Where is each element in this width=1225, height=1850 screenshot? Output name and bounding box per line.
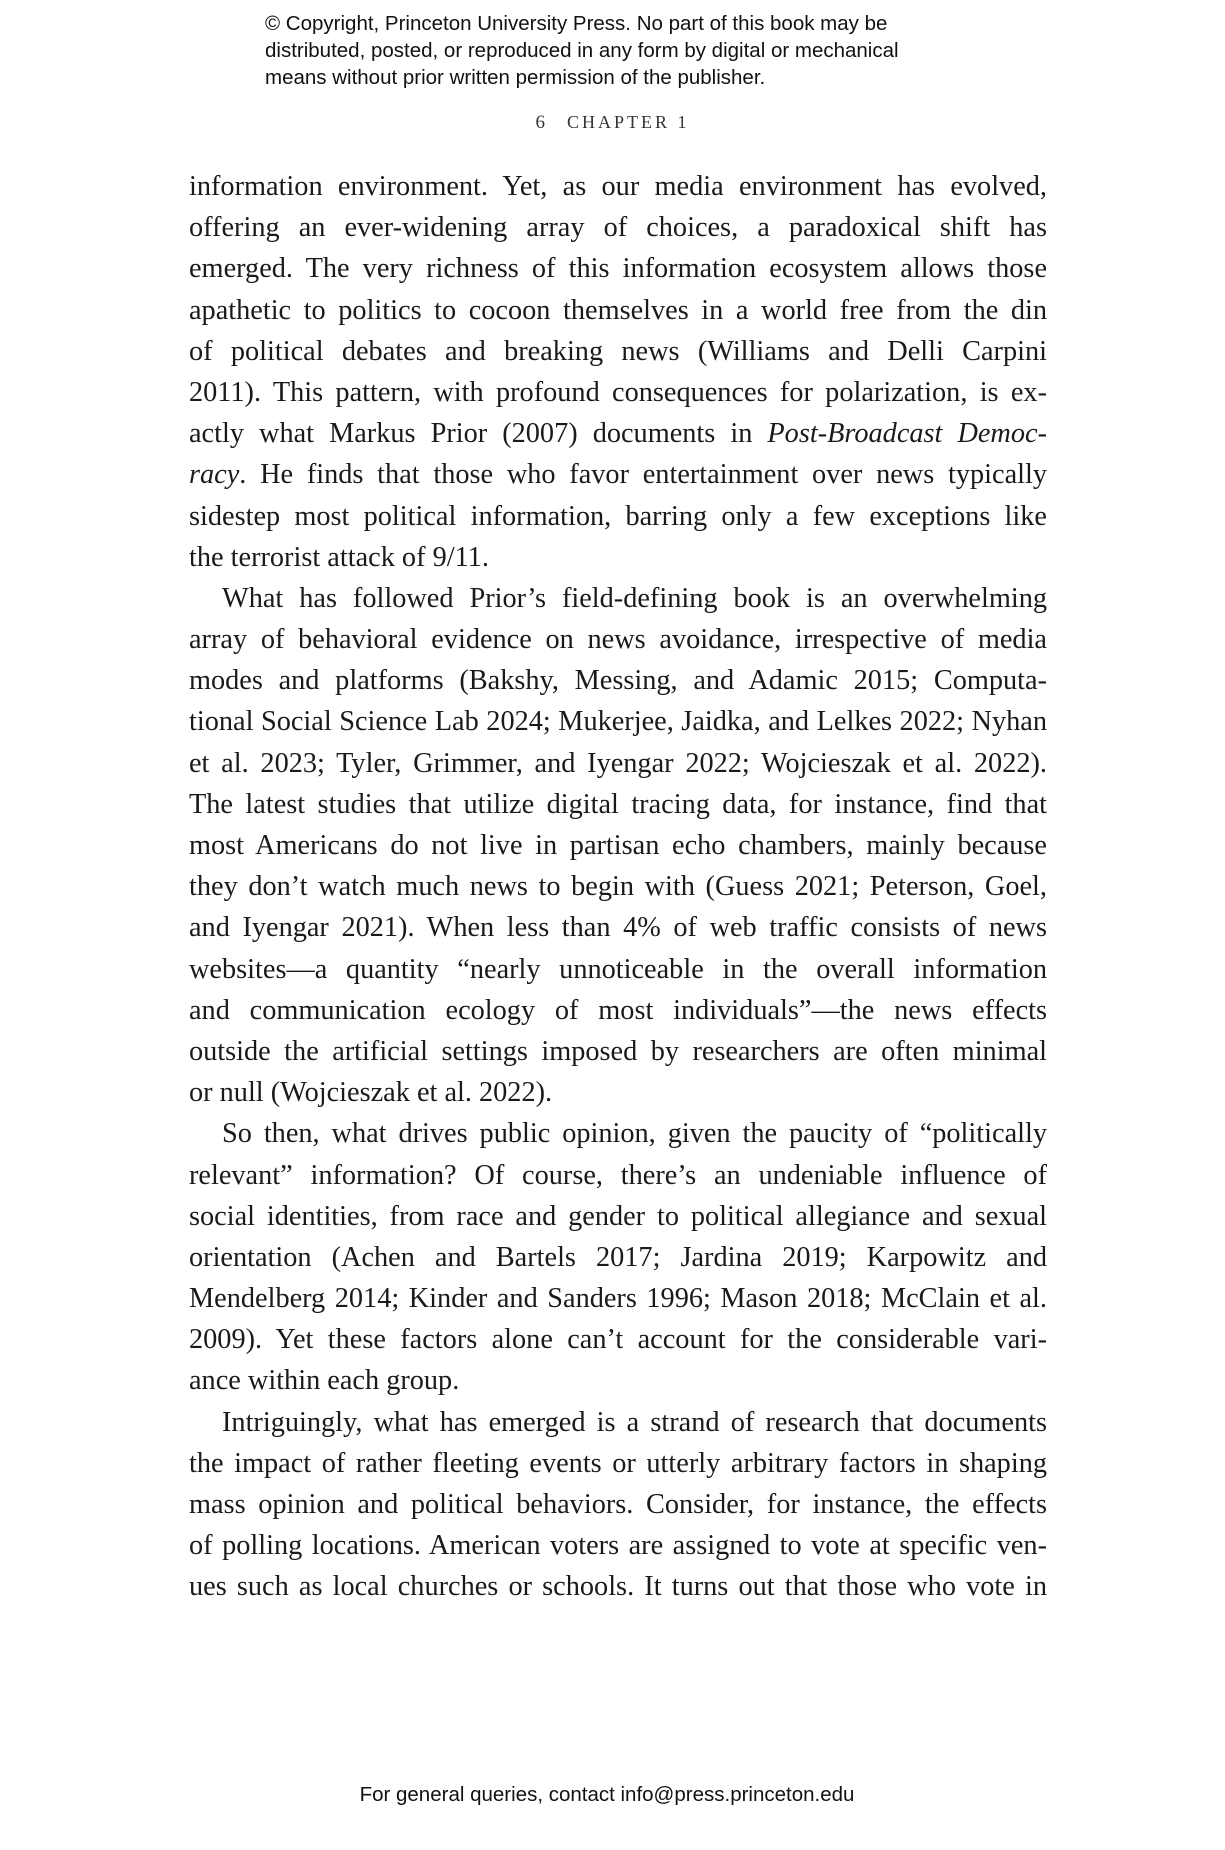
text-line bbox=[189, 578, 1047, 619]
text-line bbox=[189, 949, 1047, 990]
text-segment: most Americans do not live in partisan echo chambers, mainly because bbox=[189, 830, 1047, 861]
text-segment: Intriguingly, what has emerged is a strand of research that documents bbox=[222, 1406, 1047, 1438]
text-segment: information environment. Yet, as our media environment has evolved, bbox=[189, 171, 1047, 202]
text-segment: The latest studies that utilize digital tracing data, for instance, find that bbox=[189, 788, 1047, 820]
text-line bbox=[189, 1196, 1047, 1237]
text-line bbox=[189, 496, 1047, 537]
footer-contact: For general queries, contact info@press.princeton.edu bbox=[359, 1783, 855, 1806]
copyright-notice bbox=[265, 10, 899, 91]
text-line bbox=[189, 248, 1047, 289]
chapter-label: CHAPTER 1 bbox=[566, 112, 690, 132]
text-segment: . He finds that those who favor entertainment over news typically bbox=[239, 459, 1047, 491]
text-line bbox=[189, 660, 1047, 701]
text-line bbox=[189, 1278, 1047, 1319]
text-line bbox=[189, 166, 1047, 207]
text-line bbox=[189, 1484, 1047, 1525]
text-line bbox=[189, 1525, 1047, 1566]
text-line bbox=[189, 1443, 1047, 1484]
paragraph bbox=[189, 166, 1047, 578]
text-line bbox=[189, 413, 1047, 454]
text-segment: So then, what drives public opinion, given the paucity of “politically bbox=[222, 1118, 1047, 1150]
text-segment: of political debates and breaking news (Williams and Delli Carpini bbox=[189, 335, 1047, 367]
text-line bbox=[189, 454, 1047, 495]
text-line bbox=[189, 1319, 1047, 1360]
paragraph bbox=[189, 578, 1047, 1113]
italic-title: Post-Broadcast Democ- bbox=[767, 418, 1047, 450]
text-segment: et al. 2023; Tyler, Grimmer, and Iyengar 2022; Wojcieszak et al. 2022). bbox=[189, 747, 1047, 779]
text-line bbox=[189, 1566, 1047, 1607]
running-head bbox=[0, 112, 1225, 134]
text-segment: the terrorist attack of 9/11. bbox=[189, 541, 489, 573]
text-line bbox=[189, 1360, 1047, 1401]
text-line bbox=[189, 207, 1047, 248]
copyright-line: distributed, posted, or reproduced in any form by digital or mechanical bbox=[265, 39, 899, 62]
text-line bbox=[189, 743, 1047, 784]
text-segment: orientation (Achen and Bartels 2017; Jardina 2019; Karpowitz and bbox=[189, 1241, 1047, 1273]
paragraph bbox=[189, 1113, 1047, 1401]
text-line bbox=[189, 825, 1047, 866]
text-line bbox=[189, 784, 1047, 825]
text-segment: and communication ecology of most individuals”—the news effects bbox=[189, 994, 1047, 1026]
text-line bbox=[189, 1402, 1047, 1443]
text-line bbox=[189, 1113, 1047, 1154]
text-segment: relevant” information? Of course, there’s an undeniable influence of bbox=[189, 1159, 1047, 1191]
text-line bbox=[189, 907, 1047, 948]
text-segment: sidestep most political information, barring only a few exceptions like bbox=[189, 500, 1047, 532]
paragraph bbox=[189, 1402, 1047, 1608]
text-segment: offering an ever-widening array of choices, a paradoxical shift has bbox=[189, 212, 1047, 244]
text-segment: emerged. The very richness of this information ecosystem allows those bbox=[189, 253, 1047, 285]
text-line bbox=[189, 372, 1047, 413]
text-segment: mass opinion and political behaviors. Consider, for instance, the effects bbox=[189, 1489, 1047, 1520]
text-line bbox=[189, 537, 1047, 578]
copyright-line: means without prior written permission of the publisher. bbox=[265, 66, 766, 89]
text-segment: the impact of rather fleeting events or utterly arbitrary factors in shaping bbox=[189, 1447, 1047, 1479]
text-segment: ues such as local churches or schools. It turns out that those who vote in bbox=[189, 1571, 1047, 1603]
text-segment: actly what Markus Prior (2007) documents in bbox=[189, 418, 768, 450]
text-line bbox=[189, 331, 1047, 372]
text-segment: modes and platforms (Bakshy, Messing, and Adamic 2015; Computa- bbox=[189, 665, 1047, 697]
text-line bbox=[189, 1155, 1047, 1196]
page-number: 6 bbox=[535, 112, 545, 133]
text-line bbox=[189, 290, 1047, 331]
text-segment: tional Social Science Lab 2024; Mukerjee, Jaidka, and Lelkes 2022; Nyhan bbox=[189, 706, 1047, 738]
text-segment: they don’t watch much news to begin with (Guess 2021; Peterson, Goel, bbox=[189, 871, 1047, 903]
text-line bbox=[189, 619, 1047, 660]
text-segment: apathetic to politics to cocoon themselves in a world free from the din bbox=[189, 294, 1047, 326]
text-segment: 2011). This pattern, with profound consequences for polarization, is ex- bbox=[189, 376, 1047, 408]
text-segment: 2009). Yet these factors alone can’t account for the considerable vari- bbox=[189, 1324, 1047, 1356]
text-line bbox=[189, 1031, 1047, 1072]
text-segment: What has followed Prior’s field-defining book is an overwhelming bbox=[222, 582, 1047, 614]
text-line bbox=[189, 701, 1047, 742]
text-segment: websites—a quantity “nearly unnoticeable in the overall information bbox=[189, 953, 1047, 985]
body-text bbox=[189, 166, 1047, 1608]
text-segment: Mendelberg 2014; Kinder and Sanders 1996; Mason 2018; McClain et al. bbox=[189, 1283, 1047, 1315]
text-segment: ance within each group. bbox=[189, 1365, 460, 1397]
copyright-line: © Copyright, Princeton University Press. No part of this book may be bbox=[265, 12, 888, 35]
text-line bbox=[189, 1237, 1047, 1278]
text-line bbox=[189, 866, 1047, 907]
text-segment: or null (Wojcieszak et al. 2022). bbox=[189, 1077, 553, 1109]
text-segment: outside the artificial settings imposed by researchers are often minimal bbox=[189, 1035, 1047, 1067]
text-segment: of polling locations. American voters are assigned to vote at specific ven- bbox=[189, 1530, 1047, 1562]
text-segment: and Iyengar 2021). When less than 4% of web traffic consists of news bbox=[189, 912, 1047, 944]
text-line bbox=[189, 990, 1047, 1031]
text-line bbox=[189, 1072, 1047, 1113]
text-segment: social identities, from race and gender to political allegiance and sexual bbox=[189, 1200, 1047, 1232]
text-segment: array of behavioral evidence on news avoidance, irrespective of media bbox=[189, 624, 1047, 656]
italic-title: racy bbox=[189, 459, 240, 491]
